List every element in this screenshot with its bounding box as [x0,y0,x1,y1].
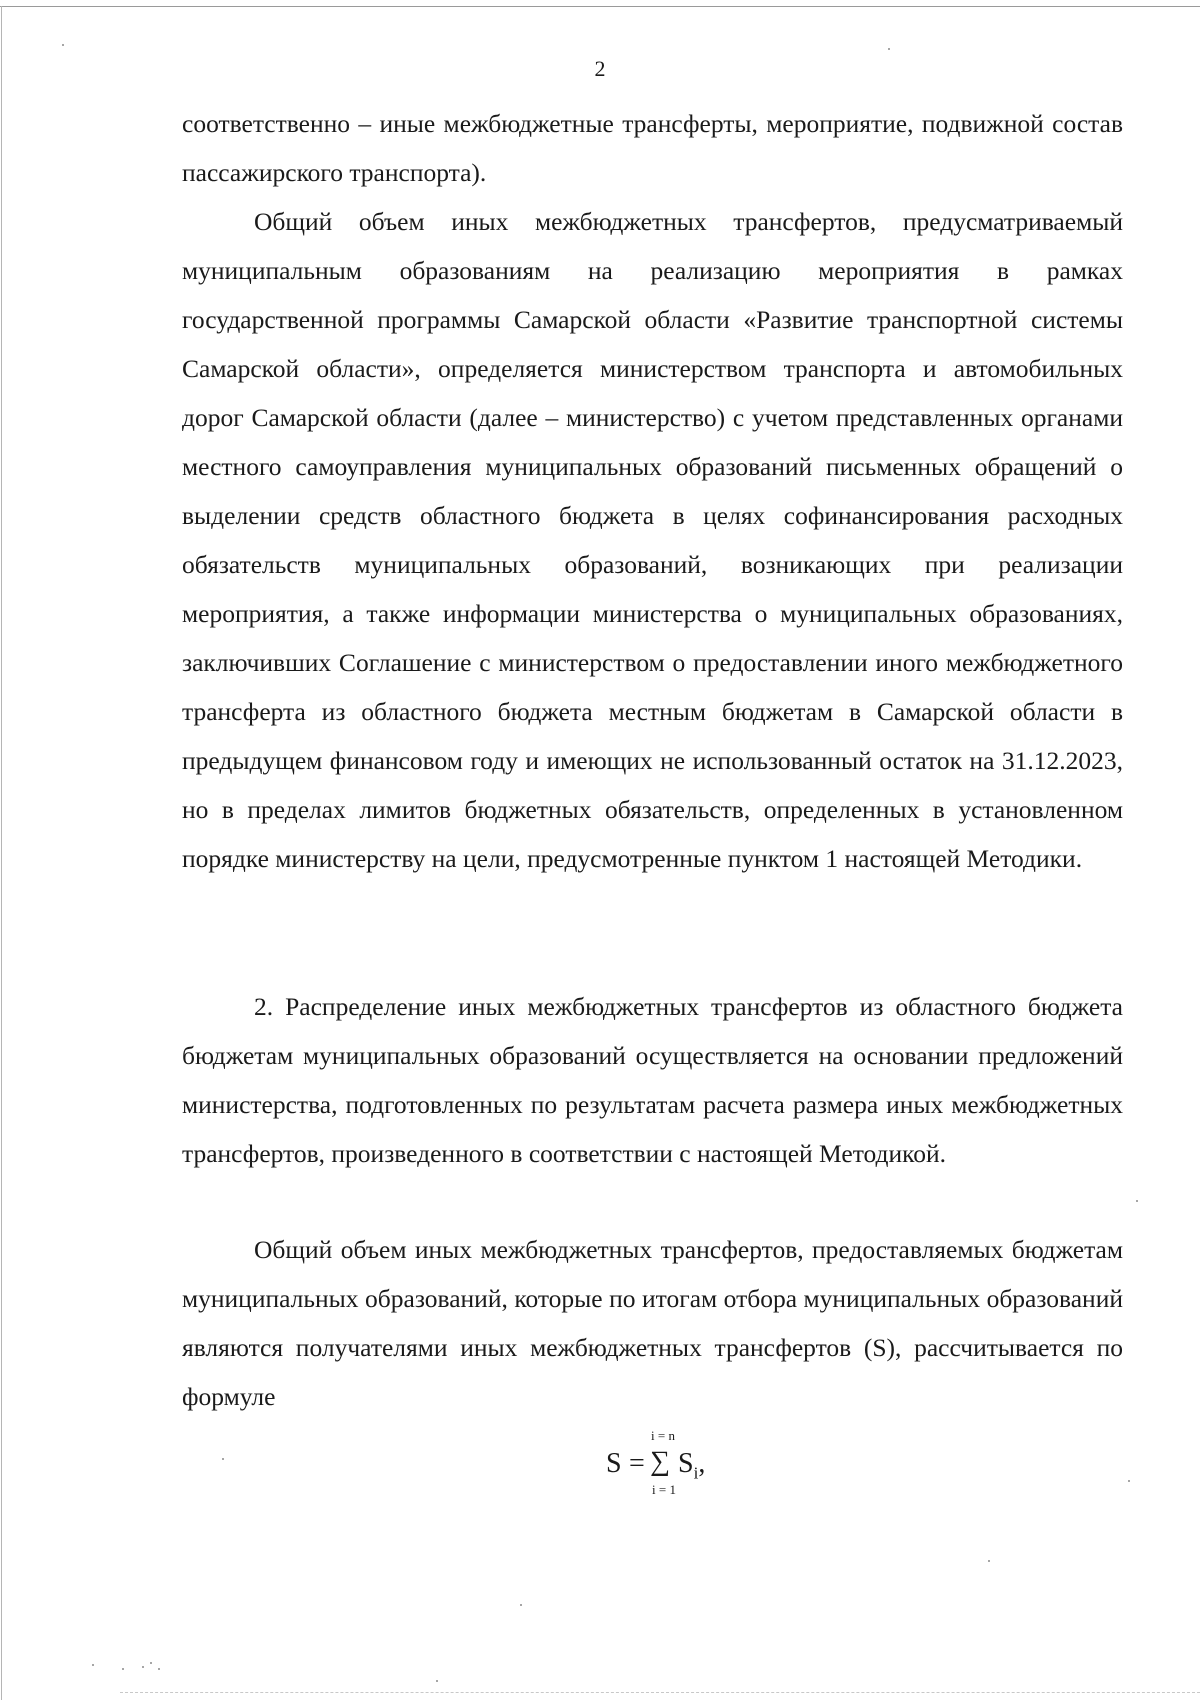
scan-speck [1136,1200,1138,1202]
formula-trailing-comma: , [698,1448,706,1479]
scan-speck [520,1604,522,1606]
scan-speck [150,1662,152,1664]
formula-term-subscript: i [693,1463,699,1483]
sum-formula [0,1428,1200,1498]
scan-speck [92,1664,94,1666]
paragraph-item-2-distribution: 2. Распределение иных межбюджетных трансфертов из областного бюджета бюджетам муниципальных образований осуществляется на основании предложений министерства, подготовленных по результатам расчета размера иных межбюджетных трансфертов, произведенного в соответствии с настоящей Методикой. [182,992,1123,1168]
scan-speck [142,1666,144,1668]
scan-edge-top [0,6,1200,7]
scan-speck [436,1680,438,1682]
paragraph-continuation: соответственно – иные межбюджетные трансферты, мероприятие, подвижной состав пассажирского транспорта). [182,109,1123,187]
page-number: 2 [594,56,606,81]
paragraph-total-volume-determination: Общий объем иных межбюджетных трансфертов, предусматриваемый муниципальным образованиям на реализацию мероприятия в рамках государственной программы Самарской области «Развитие транспортной системы Самарской области», определяется министерством транспорта и автомобильных дорог Самарской области (далее – министерство) с учетом представленных органами местного самоуправления муниципальных образований письменных обращений о выделении средств областного бюджета в целях софинансирования расходных обязательств муниципальных образований, возникающих при реализации мероприятия, а также информации министерства о муниципальных образованиях, заключивших Соглашение с министерством о предоставлении иного межбюджетного трансферта из областного бюджета местным бюджетам в Самарской области в предыдущем финансовом году и имеющих не использованный остаток на 31.12.2023, но в пределах лимитов бюджетных обязательств, определенных в установленном порядке министерству на цели, предусмотренные пунктом 1 настоящей Методики. [182,207,1123,873]
scan-speck [62,44,64,46]
formula-lower-limit: i = 1 [652,1482,676,1497]
formula-sum-operator: ∑ [650,1446,670,1477]
formula-upper-limit: i = n [651,1428,675,1443]
formula-term [678,1448,705,1484]
formula-lhs: S [606,1448,622,1479]
scan-speck [158,1668,160,1670]
scan-edge-bottom [120,1692,1200,1693]
scan-speck [1128,1480,1130,1482]
paragraph-total-volume-formula-intro: Общий объем иных межбюджетных трансфертов, предоставляемых бюджетам муниципальных образований, которые по итогам отбора муниципальных образований являются получателями иных межбюджетных трансфертов (S), рассчитывается по формуле [182,1235,1123,1411]
scan-speck [988,1560,990,1562]
scan-speck [122,1668,124,1670]
scan-speck [888,48,890,50]
scan-speck [222,1458,224,1460]
formula-term-symbol: S [678,1448,694,1479]
formula-equals: = [629,1448,645,1479]
